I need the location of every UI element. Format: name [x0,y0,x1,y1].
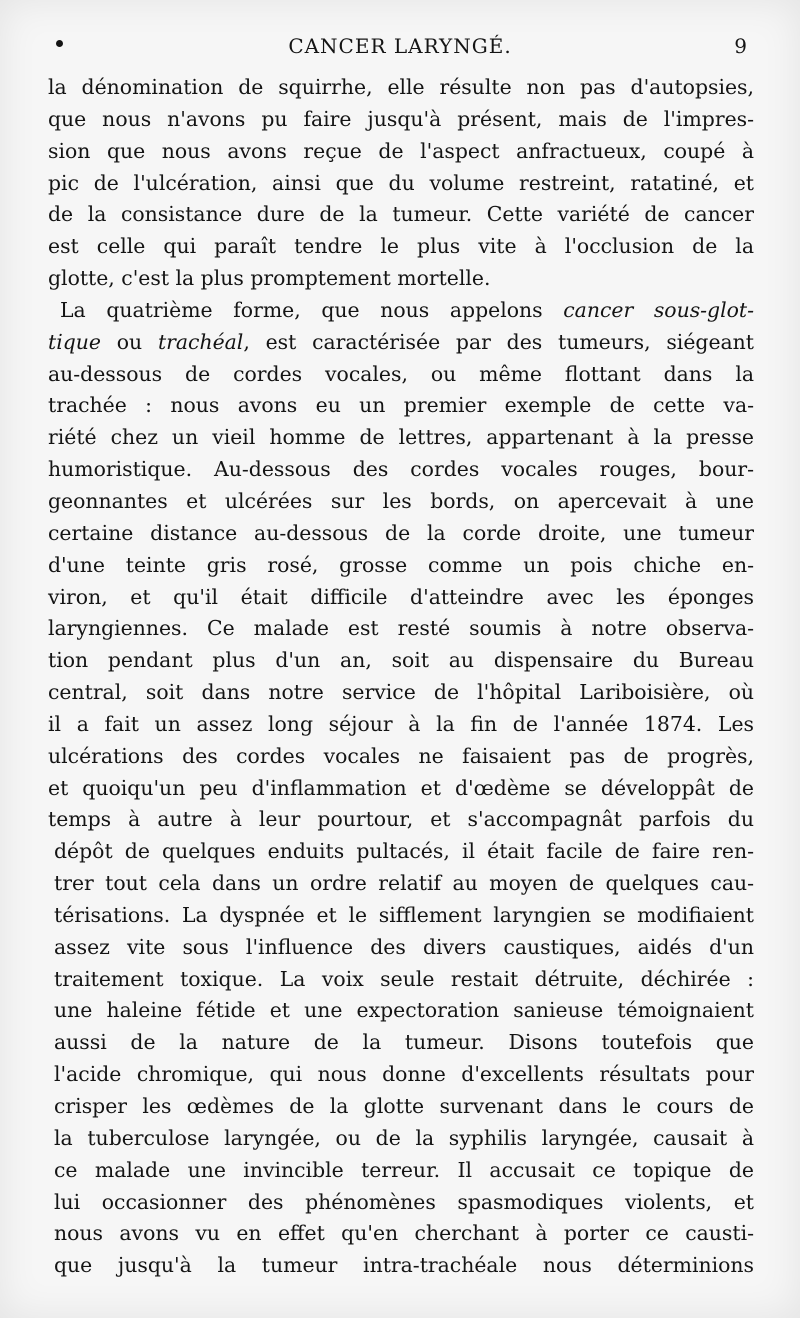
text-segment: , est caractérisée par des tumeurs, siégeant [243,329,754,354]
text-line: que nous n'avons pu faire jusqu'à présent, mais de l'impres- [48,106,754,131]
text-line: aussi de la nature de la tumeur. Disons toutefois que [54,1030,754,1055]
text-line: trachée : nous avons eu un premier exemple de cette va- [48,393,754,418]
text-line [46,327,754,359]
text-line: au-dessous de cordes vocales, ou même flottant dans la [48,361,754,386]
text-line: térisations. La dyspnée et le sifflement laryngien se modifiaient [54,902,754,927]
text-segment: La quatrième forme, que nous appelons [60,297,564,322]
text-line: la tuberculose laryngée, ou de la syphilis laryngée, causait à [54,1125,754,1150]
text-line: assez vite sous l'influence des divers caustiques, aidés d'un [54,934,754,959]
text-line: la dénomination de squirrhe, elle résulte non pas d'autopsies, [48,75,754,99]
text-line: traitement toxique. La voix seule restait détruite, déchirée : [54,966,754,991]
text-line: de la consistance dure de la tumeur. Cette variété de cancer [48,202,754,227]
text-line: certaine distance au-dessous de la corde droite, une tumeur [48,520,754,545]
page-number: 9 [734,34,748,58]
text-line: lui occasionner des phénomènes spasmodiques violents, et [54,1189,754,1214]
italic-term: tique [48,329,101,354]
text-segment: ou [100,329,158,354]
text-line: crisper les œdèmes de la glotte survenant dans le cours de [54,1094,754,1118]
text-line: laryngiennes. Ce malade est resté soumis à notre observa- [48,616,754,641]
text-line: geonnantes et ulcérées sur les bords, on apercevait à une [48,488,754,513]
text-line: glotte, c'est la plus promptement mortelle. [48,266,491,291]
text-line: ulcérations des cordes vocales ne faisaient pas de progrès, [48,743,754,768]
text-line: sion que nous avons reçue de l'aspect anfractueux, coupé à [48,138,754,163]
text-line: riété chez un vieil homme de lettres, appartenant à la presse [48,425,754,450]
text-line: et quoiqu'un peu d'inflammation et d'œdème se développât de [48,775,754,800]
text-line: central, soit dans notre service de l'hôpital Lariboisière, où [48,680,754,705]
text-line: d'une teinte gris rosé, grosse comme un pois chiche en- [48,552,754,577]
page-header [48,34,752,64]
text-line: que jusqu'à la tumeur intra-trachéale nous déterminions [54,1253,754,1278]
text-line: il a fait un assez long séjour à la fin de l'année 1874. Les [48,711,754,736]
text-line: tion pendant plus d'un an, soit au dispensaire du Bureau [48,648,754,673]
italic-term: trachéal [157,329,244,354]
text-line: ce malade une invincible terreur. Il accusait ce topique de [54,1157,754,1182]
text-line [46,295,754,327]
text-line: dépôt de quelques enduits pultacés, il était facile de faire ren- [54,839,754,864]
text-line: viron, et qu'il était difficile d'atteindre avec les éponges [48,584,754,609]
body-text [46,72,754,1282]
running-title: CANCER LARYNGÉ. [288,34,512,58]
text-line: trer tout cela dans un ordre relatif au moyen de quelques cau- [54,871,754,896]
text-line: humoristique. Au-dessous des cordes vocales rouges, bour- [48,457,754,482]
text-line: une haleine fétide et une expectoration sanieuse témoignaient [54,998,754,1023]
text-line: nous avons vu en effet qu'en cherchant à porter ce causti- [54,1221,754,1246]
italic-term: cancer sous-glot- [563,297,754,322]
text-line: temps à autre à leur pourtour, et s'accompagnât parfois du [48,807,754,832]
text-line: est celle qui paraît tendre le plus vite à l'occlusion de la [48,234,754,259]
text-line: pic de l'ulcération, ainsi que du volume restreint, ratatiné, et [48,170,754,195]
text-line: l'acide chromique, qui nous donne d'excellents résultats pour [54,1062,754,1087]
